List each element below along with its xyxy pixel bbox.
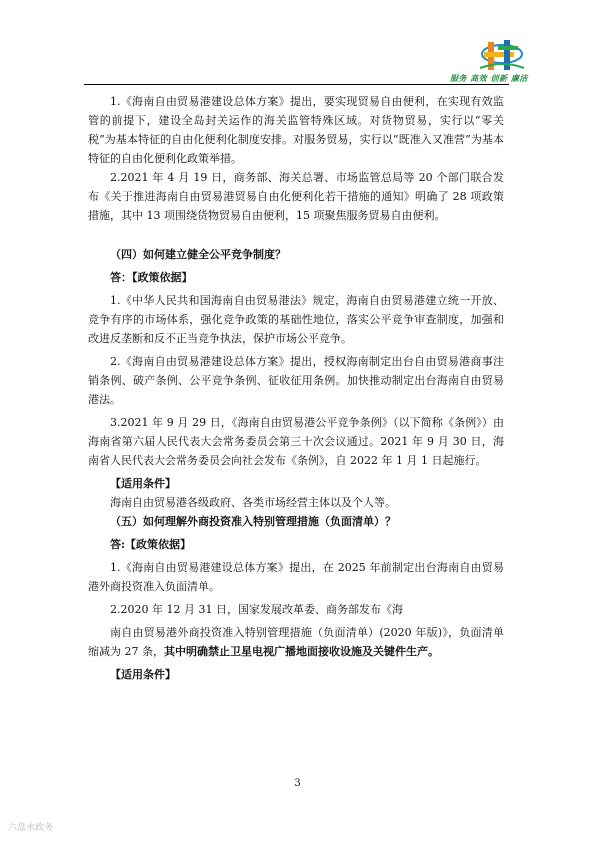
paragraph: 2.2021 年 4 月 19 日，商务部、海关总署、市场监管总局等 20 个部门联合发布《关于推进海南自由贸易港贸易自由化便利化若干措施的通知》明确了 28 项政策措施，其中 13 项围绕货物贸易自由便利，15 项聚焦服务贸易自由便利。 [88,171,504,222]
header-divider [84,84,509,85]
paragraph: 1.《海南自由贸易港建设总体方案》提出，在 2025 年前制定出台海南自由贸易港外商投资准入负面清单。 [88,561,504,593]
answer-label: 答：【政策依据】 [110,271,193,284]
paragraph [88,623,504,661]
paragraph-text: 南自由贸易港外商投资准入特别管理措施（负面清单）(2020 年版)》，负面清单缩减为 27 条， [88,626,504,658]
conditions-label: 【适用条件】 [110,668,176,681]
paragraph: 2.2020 年 12 月 31 日，国家发展改革委、商务部发布《海 [110,603,403,616]
conditions-label: 【适用条件】 [110,477,176,490]
paragraph-emphasis: 其中明确禁止卫星电视广播地面接收设施及关键件生产。 [164,645,439,658]
section-title: （四）如何建立健全公平竞争制度？ [110,248,286,261]
paragraph: 2.《海南自由贸易港建设总体方案》提出，授权海南制定出台自由贸易港商事注销条例、破产条例、公平竞争条例、征收征用条例。加快推动制定出台海南自由贸易港法。 [88,355,504,406]
section-title: （五）如何理解外商投资准入特别管理措施（负面清单）？ [110,515,396,528]
answer-label: 答:【政策依据】 [110,538,192,551]
paragraph: 1.《海南自由贸易港建设总体方案》提出，要实现贸易自由便利，在实现有效监管的前提下，建设全岛封关运作的海关监管特殊区域。对货物贸易，实行以“零关税”为基本特征的自由化便利化制度安排。对服务贸易，实行以“既准入又准营”为基本特征的自由化便利化政策举措。 [88,95,504,165]
paragraph: 海南自由贸易港各级政府、各类市场经营主体以及个人等。 [110,496,396,509]
watermark: 六盘水政务 [8,823,54,833]
logo-slogan: 服务 高效 创新 廉洁 [450,73,528,83]
document-body [88,92,504,684]
paragraph: 1.《中华人民共和国海南自由贸易港法》规定，海南自由贸易港建立统一开放、竞争有序的市场体系，强化竞争政策的基础性地位，落实公平竞争审查制度，加强和改进反垄断和反不正当竞争执法，保护市场公平竞争。 [88,294,504,345]
paragraph: 3.2021 年 9 月 29 日，《海南自由贸易港公平竞争条例》（以下简称《条例》）由海南省第六届人民代表大会常务委员会第三十次会议通过。2021 年 9 月 30 日，海南省人民代表大会常务委员会向社会发布《条例》，自 2022 年 1 月 1 日起施行。 [88,416,504,467]
page-number: 3 [294,778,301,789]
